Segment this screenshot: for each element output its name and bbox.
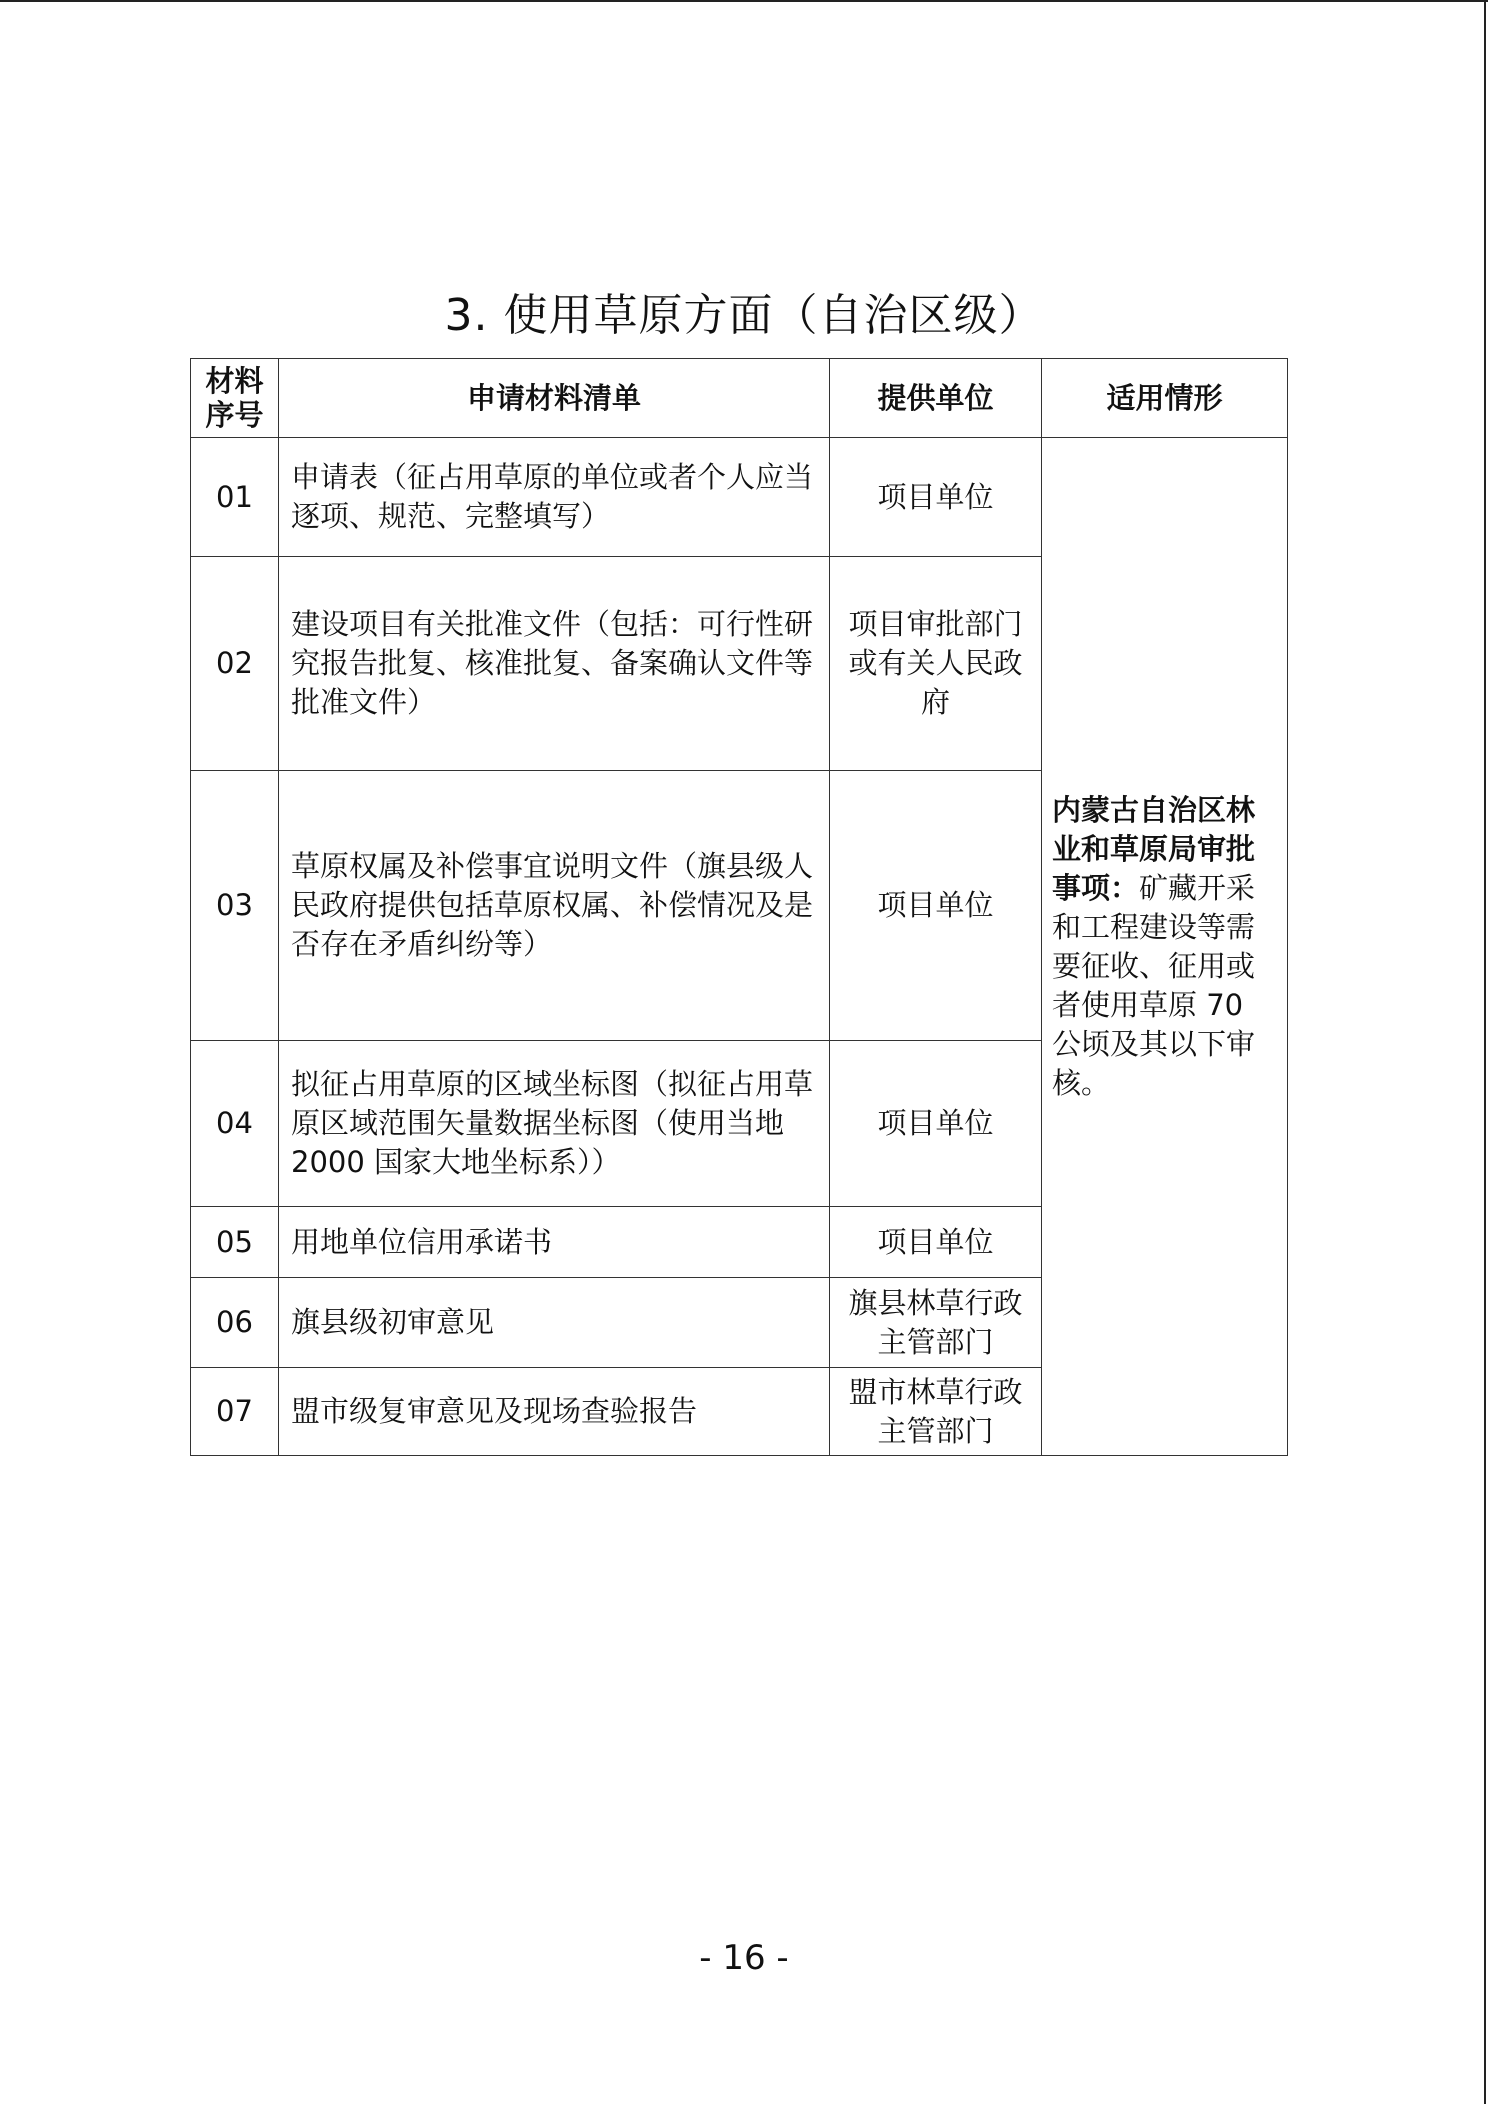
row-item: 建设项目有关批准文件（包括：可行性研究报告批复、核准批复、备案确认文件等批准文件） — [279, 557, 830, 771]
row-provider: 旗县林草行政主管部门 — [830, 1278, 1042, 1368]
header-provider: 提供单位 — [830, 359, 1042, 438]
header-scope: 适用情形 — [1042, 359, 1288, 438]
materials-table — [190, 358, 1288, 1456]
row-item: 拟征占用草原的区域坐标图（拟征占用草原区域范围矢量数据坐标图（使用当地 2000 国家大地坐标系）） — [279, 1041, 830, 1207]
row-num: 04 — [191, 1041, 279, 1207]
row-num: 05 — [191, 1207, 279, 1278]
row-num: 06 — [191, 1278, 279, 1368]
row-num: 01 — [191, 438, 279, 557]
scope-cell — [1042, 438, 1288, 1456]
page-title: 3. 使用草原方面（自治区级） — [444, 290, 1044, 341]
row-item: 盟市级复审意见及现场查验报告 — [279, 1368, 830, 1456]
header-num: 材料序号 — [191, 359, 279, 438]
row-provider: 项目单位 — [830, 438, 1042, 557]
row-provider: 项目单位 — [830, 771, 1042, 1041]
row-item: 用地单位信用承诺书 — [279, 1207, 830, 1278]
row-item: 草原权属及补偿事宜说明文件（旗县级人民政府提供包括草原权属、补偿情况及是否存在矛盾纠纷等） — [279, 771, 830, 1041]
row-num: 03 — [191, 771, 279, 1041]
row-num: 02 — [191, 557, 279, 771]
row-provider: 项目单位 — [830, 1207, 1042, 1278]
page-border-top — [0, 0, 1488, 2]
header-item: 申请材料清单 — [279, 359, 830, 438]
table-row — [191, 438, 1288, 557]
row-provider: 盟市林草行政主管部门 — [830, 1368, 1042, 1456]
scope-text: 矿藏开采和工程建设等需要征收、征用或者使用草原 70 公顷及其以下审核。 — [1052, 870, 1256, 1100]
row-provider: 项目审批部门或有关人民政府 — [830, 557, 1042, 771]
row-item: 申请表（征占用草原的单位或者个人应当逐项、规范、完整填写） — [279, 438, 830, 557]
row-num: 07 — [191, 1368, 279, 1456]
scope-title: 内蒙古自治区林业和草原局审批事项： — [1052, 792, 1256, 905]
row-item: 旗县级初审意见 — [279, 1278, 830, 1368]
page-number: - 16 - — [699, 1938, 789, 1978]
row-provider: 项目单位 — [830, 1041, 1042, 1207]
header-row — [191, 359, 1288, 438]
